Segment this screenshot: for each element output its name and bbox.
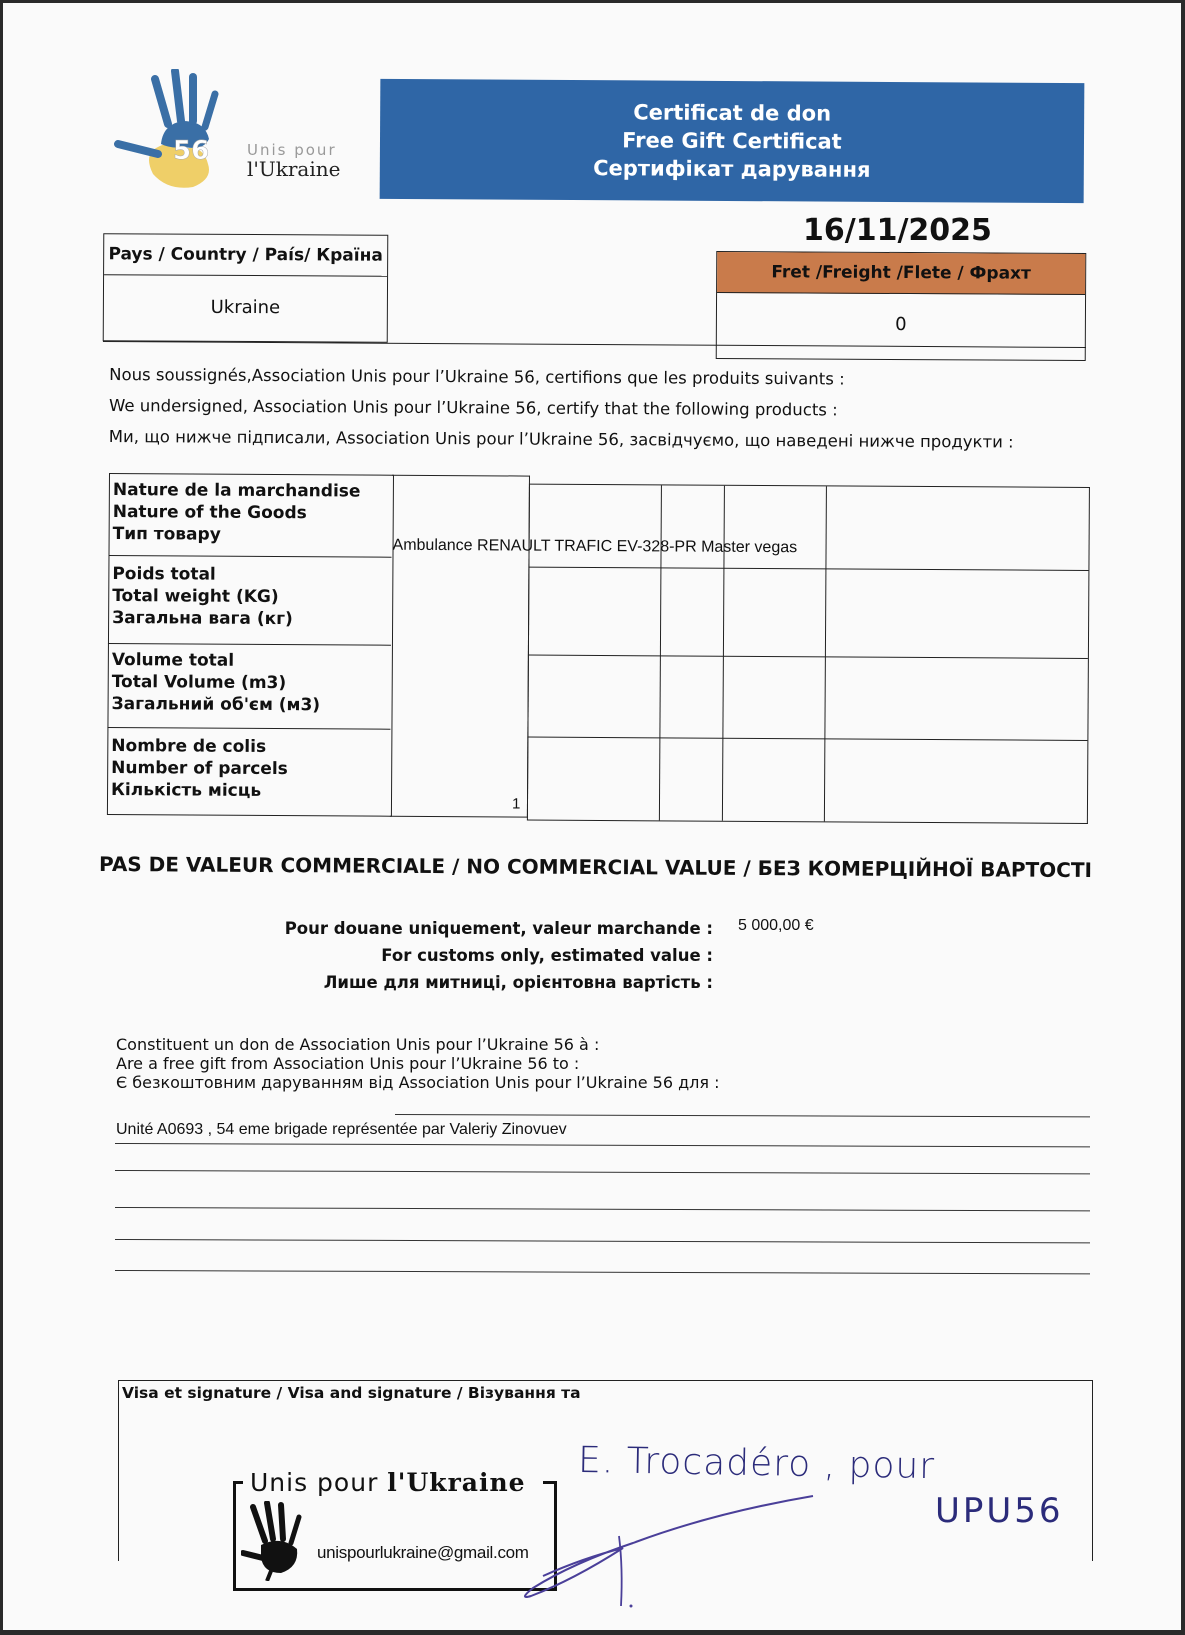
grid-line [528,567,1088,571]
grid-line [527,737,1087,741]
freight-label: Fret /Freight /Flete / Фрахт [717,252,1085,295]
label-fr: Nombre de colis [111,736,267,757]
country-value: Ukraine [210,296,281,319]
label-uk: Загальна вага (кг) [112,608,293,630]
blank-line [115,1207,1090,1211]
grid-line [824,486,827,821]
gift-uk: Є безкоштовним даруванням від Association Unis pour l’Ukraine 56 для : [116,1073,720,1092]
stamp-title-a: Unis pour [250,1468,388,1497]
grid-line [659,485,662,820]
freight-box [716,251,1087,361]
blank-line [115,1143,1090,1147]
goods-description-column [390,475,530,818]
grid-line [722,486,725,821]
intro-text [109,359,1014,458]
blank-line [115,1270,1090,1274]
gift-statement [116,1035,719,1092]
goods-table [107,473,1087,834]
title-en: Free Gift Certificat [622,128,842,154]
goods-row-parcels [107,735,390,803]
recipient-name: Unité A0693 , 54 eme brigade représentée par Valeriy Zinovuev [116,1121,567,1138]
label-fr: Volume total [111,650,235,671]
country-label: Pays / Country / País/ Країна [104,234,387,276]
customs-labels [203,915,713,996]
handwritten-org: UPU56 [935,1491,1064,1531]
stamp-email: unispourlukraine@gmail.com [317,1543,529,1562]
signature-scribble [513,1488,833,1608]
certificate-date: 16/11/2025 [803,213,992,248]
goods-row-volume [108,649,391,717]
customs-fr: Pour douane uniquement, valeur marchande : [284,919,713,938]
label-en: Number of parcels [111,758,288,780]
handwritten-name: E. Trocadéro , pour [577,1439,936,1488]
parcels-count: 1 [511,795,521,813]
customs-value: 5 000,00 € [738,917,814,934]
label-fr: Nature de la marchandise [112,480,361,502]
title-uk: Сертифікат дарування [593,156,871,182]
stamp-title-b: l'Ukraine [387,1468,526,1497]
no-commercial-value-heading: PAS DE VALEUR COMMERCIALE / NO COMMERCIAL VALUE / БЕЗ КОМЕРЦІЙНОЇ ВАРТОСТІ [98,851,1093,883]
blank-line [115,1239,1090,1243]
stamp-title [246,1468,530,1497]
label-en: Total weight (KG) [112,586,279,608]
country-box [103,233,389,342]
label-fr: Poids total [112,564,216,585]
goods-row-nature [109,479,392,547]
grid-line [528,655,1088,659]
label-uk: Тип товару [112,524,221,545]
title-banner [380,79,1085,203]
blank-line [115,1170,1090,1174]
certificate-page [3,3,1181,1630]
label-en: Total Volume (m3) [111,672,287,694]
stamp-hand-icon [241,1501,313,1581]
stamp-corner [543,1481,554,1484]
recipient-rule [395,1114,1090,1117]
intro-fr: Nous soussignés,Association Unis pour l’Ukraine 56, certifions que les produits suivants : [109,365,845,389]
customs-en: For customs only, estimated value : [381,946,713,965]
gift-en: Are a free gift from Association Unis pour l’Ukraine 56 to : [116,1054,580,1073]
logo-number: 56 [173,136,210,166]
intro-en: We undersigned, Association Unis pour l’Ukraine 56, certify that the following products : [108,396,838,420]
goods-empty-grid [527,484,1090,824]
title-fr: Certificat de don [633,100,832,126]
logo-text-unis-pour: Unis pour [247,141,337,159]
freight-value: 0 [895,313,907,336]
logo-text-ukraine: l'Ukraine [247,157,341,181]
goods-row-weight [108,563,391,631]
label-uk: Кількість місць [111,780,262,801]
customs-uk: Лише для митниці, орієнтовна вартість : [323,973,713,992]
gift-fr: Constituent un don de Association Unis pour l’Ukraine 56 à : [116,1035,600,1054]
visa-label: Visa et signature / Visa and signature / Візування та [122,1384,581,1402]
goods-description: Ambulance RENAULT TRAFIC EV-328-PR Master vegas [392,536,798,557]
stamp-corner [233,1481,243,1484]
intro-uk: Ми, що нижче підписали, Association Unis pour l’Ukraine 56, засвідчуємо, що наведені нижче продукти : [108,426,1014,452]
label-uk: Загальний об'єм (м3) [111,694,321,716]
label-en: Nature of the Goods [112,502,307,524]
